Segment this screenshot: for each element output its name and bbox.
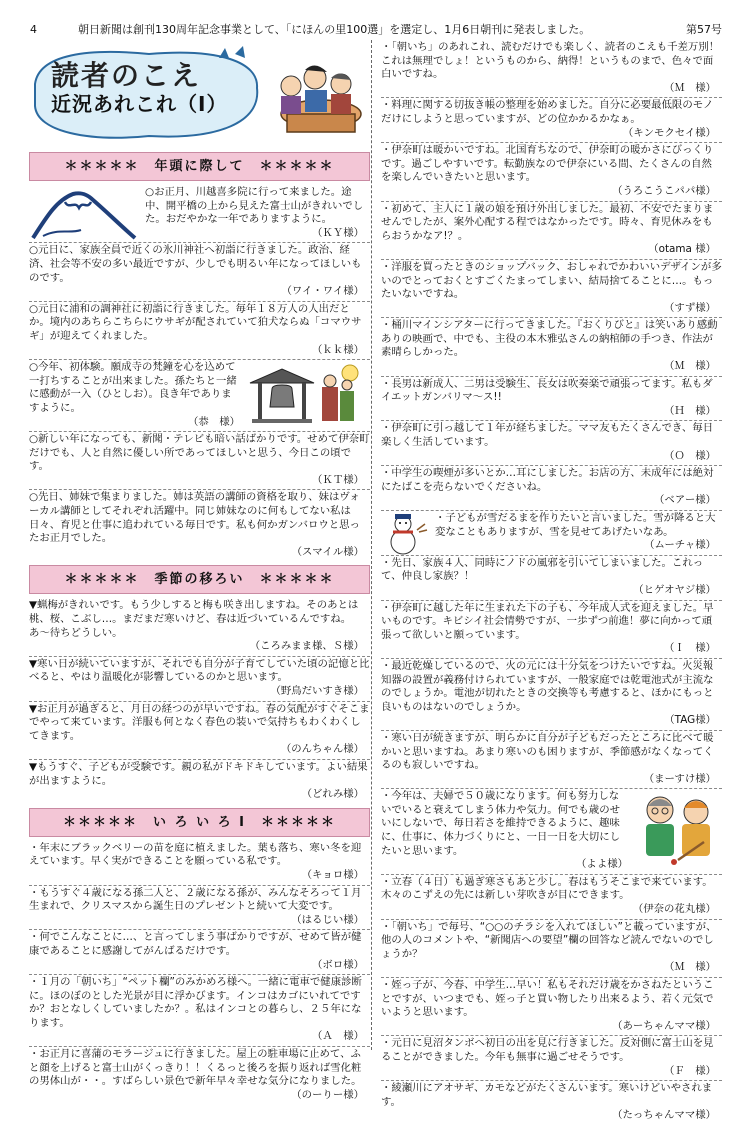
title-line-2: 近況あれこれ（Ⅰ） (51, 92, 228, 116)
item-text: ・立春（４日）も過ぎ寒さもあと少し。春はもうそこまで来ています。木々のこずえの先には新しい芽吹きが目にできます。 (381, 875, 713, 902)
list-item (381, 1036, 722, 1081)
item-text: ○新しい年になっても、新聞・テレビも暗い話ばかりです。せめて伊奈町だけでも、人と自然に優しい所であってほしいと思う、今日この頃です。 (29, 433, 370, 473)
title-block (29, 40, 370, 148)
item-text: ・先日、家族４人、同時にノドの風邪を引いてしまいました。これって、仲良し家族？！ (381, 556, 704, 583)
list-item (29, 657, 370, 702)
item-text: ・伊奈町は暖かいですね。北国育ちなので、伊奈町の暖かさにびっくりです。過ごしやすいです。転勤族なので伊奈にいる間、たくさんの自然を楽しんでいきたいと思います。 (381, 144, 714, 184)
item-signature: （Ｍ 様） (664, 360, 716, 373)
item-signature: （あーちゃんママ様） (612, 1019, 716, 1032)
item-text: ○元日に、家族全員で近くの氷川神社へ初詣に行きました。政治、経済、社会等不安の多い最近ですが、少しでも明るい年になってほしいものです。 (29, 244, 362, 284)
item-signature: （Ｈ 様） (664, 404, 716, 417)
list-item (29, 760, 370, 804)
list-item (381, 202, 722, 260)
item-signature: （キョロ様） (301, 868, 364, 881)
list-item (381, 731, 722, 789)
item-text: ・元日に見沼タンボへ初日の出を見に行きました。反対側に富士山を見ることができました。今年も無事に過ごせそうです。 (381, 1037, 714, 1063)
item-signature: （Ａ 様） (312, 1030, 364, 1043)
list-item (29, 975, 370, 1047)
item-text: ・長男は新成人、二男は受験生、長女は吹奏楽で頑張ってます。私もダイエットガンバリマ〜ス!! (381, 377, 713, 404)
section-various: ＊＊＊＊＊ い ろ い ろ Ⅰ ＊＊＊＊＊ (29, 808, 370, 837)
item-text: ・最近乾燥しているので、火の元には十分気をつけたいですね。火災報知器の設置が義務付けられていますが、一般家庭では乾電池式が主流なのでしょうか。電池が切れたときの交換等も考慮すると、ほかにもっと良いものはないのでしょうか。 (381, 659, 714, 713)
item-signature: （ＫＴ様） (312, 473, 364, 486)
item-signature: （Ｍ 様） (664, 81, 716, 94)
list-item (381, 978, 722, 1036)
item-text: ・１月の「朝いち」“ペット欄”のみかめろ様へ。一緒に電車で健康診断に。ほのぼのとした光景が目に浮かびます。インコはカゴにいれてですか？おとなしくしていましたか？。私はインコとの暮らし、２５年になります。 (29, 976, 362, 1029)
list-item (381, 789, 722, 875)
left-column (29, 40, 370, 1104)
item-signature: （ころみまま様、Ｓ様） (249, 640, 364, 653)
item-signature: （どれみ様） (301, 788, 364, 801)
item-text: ・綾瀬川にアオサギ、カモなどがたくさんいます。寒いけどいやされます。 (381, 1082, 713, 1108)
item-signature: （野鳥だいすき様） (270, 685, 364, 697)
item-signature: （ヒゲオヤジ様） (633, 583, 716, 596)
item-signature: （伊奈の花丸様） (632, 903, 716, 916)
snowman-illustration (381, 512, 429, 556)
page-number: 4 (30, 23, 37, 36)
item-signature: （Ｏ 様） (664, 449, 716, 462)
mount-fuji-illustration (29, 186, 139, 242)
item-signature: （ワイ・ワイ様） (281, 285, 364, 298)
seasons-list (29, 598, 370, 803)
item-text: ・料理に関する切抜き帳の整理を始めました。自分に必要最低限のモノだけにしようと思っていますが、どの位かかるかなぁ。 (381, 99, 714, 125)
item-text: ・姪っ子が、今春、中学生…早い！私もそれだけ歳をかさねたということですが、いつまでも、姪っ子と買い物したり出来るよう、若く元気でいようと思います。 (381, 979, 714, 1019)
item-text: ・洋服を買ったときのショップバック、おしゃれでかわいいデザインが多いのでとっておくとすごくたまってしまい、結局捨てることに…。もったいないですね。 (381, 260, 722, 301)
list-item (29, 886, 370, 931)
item-text: ・子どもが雪だるまを作りたいと言いました。雪が降ると大変なこともありますが、雪を見せてあげたいなあ。 (435, 512, 716, 538)
item-text: ・もうすぐ４歳になる孫二人と、２歳になる孫が、みんなそろって１月生まれで、クリスマスから誕生日のプレゼントと続いて大変です。 (29, 886, 362, 913)
list-item (381, 466, 722, 511)
item-signature: （TAG様） (664, 714, 716, 727)
list-item (29, 360, 370, 432)
list-item (381, 421, 722, 466)
column-divider (371, 40, 372, 1050)
list-item (381, 377, 722, 422)
list-item (381, 920, 722, 978)
list-item (381, 40, 722, 98)
list-item (381, 659, 722, 731)
section-new-year: ＊＊＊＊＊ 年頭に際して ＊＊＊＊＊ (29, 152, 370, 181)
item-signature: （ＫＹ様） (312, 226, 364, 239)
item-text: ・何でこんなことに…、と言ってしまう事ばかりですが、せめて皆が健康であることに感謝してがんばるだけです。 (29, 931, 362, 957)
page-header (30, 22, 722, 38)
item-text: ・桶川マインシアターに行ってきました。『おくりびと』は笑いあり感動ありの映画で、中でも、主役の本木雅弘さんの納棺師の手つき、作法が素晴らしかった。 (381, 319, 718, 359)
item-text: ○先日、姉妹で集まりました。姉は英語の講師の資格を取り、妹はヴォーカル講師としてそれぞれ活躍中。同じ姉妹なのに何もしてない私は日々、育児と仕事に追われている毎日です。私も何かガンバロウと思ったお正月でした。 (29, 491, 360, 545)
various-list (29, 841, 370, 1105)
item-signature: （otama 様） (648, 243, 716, 256)
list-item (381, 143, 722, 201)
list-item (29, 432, 370, 490)
item-signature: （スマイル様） (291, 545, 364, 558)
list-item (29, 841, 370, 886)
item-text: ・寒い日が続きますが、明らかに自分が子どもだったところに比べて暖かいと思いますね。あまり寒いのも困りますが、季節感がなくなってくるのも寂しいですね。 (381, 731, 714, 772)
list-item (381, 98, 722, 143)
item-text: ○お正月、川越喜多院に行って来ました。途中、開平橋の上から見えた富士山がきれいでした。おだやかな一年でありますように。 (145, 186, 364, 226)
list-item (29, 598, 370, 656)
item-text: ▼蝋梅がきれいです。もう少しすると梅も咲き出しますね。そのあとは桃、桜、こぶし…。まだまだ寒いけど、春は近づいているんですね。あ〜待ちどうしい。 (29, 599, 359, 639)
item-signature: （まーすけ様） (643, 772, 716, 785)
item-text: ・伊奈町に越した年に生まれた下の子も、今年成人式を迎えました。早いものです。キビシイ社会情勢ですが、一歩ずつ前進！夢に向かって頑張って欲しいと願っています。 (381, 601, 714, 641)
item-text: ○元日に浦和の調神社に初詣に行きました。毎年１８万人の人出だとか。境内のあちらこちらにウサギが配されていて狛犬ならぬ「コマウサギ」が迎えてくれました。 (29, 302, 362, 342)
item-signature: （うろこうこパパ様） (612, 184, 716, 197)
item-text: ・初めて、主人に１歳の娘を預け外出しました。最初、不安でたまりませんでしたが、案外心配する程ではなかったです。時々、育児休みをもらおうかなア!？。 (381, 202, 714, 242)
item-text: ▼もうすぐ、子どもが受験です。親の私がドキドキしています。よい結果が出ますように。 (29, 760, 368, 787)
item-signature: （のーりー様） (291, 1088, 364, 1101)
elderly-couple-illustration (634, 790, 722, 866)
item-signature: （はるじい様） (291, 913, 364, 926)
item-signature: （ボロ様） (312, 958, 364, 971)
page-title (51, 60, 261, 116)
item-signature: （ベアー様） (653, 494, 716, 507)
list-item (29, 243, 370, 301)
section-seasons: ＊＊＊＊＊ 季節の移ろい ＊＊＊＊＊ (29, 565, 370, 594)
item-signature: （Ｍ 様） (664, 961, 716, 974)
item-signature: （のんちゃん様） (280, 743, 364, 756)
item-signature: （Ｆ 様） (664, 1064, 716, 1077)
list-item (381, 875, 722, 920)
item-text: ○今年、初体験。願成寺の梵鐘を心を込めて一打ちすることが出来ました。孫たちと一緒に感動が一入（ひとしお）。良き年でありますように。 (29, 361, 237, 414)
header-text: 朝日新聞は創刊130周年記念事業として、「にほんの里100選」を選定し、1月6日朝刊に発表しました。 (78, 23, 591, 36)
list-item (29, 1047, 370, 1104)
item-signature: （ｋｋ様） (312, 343, 364, 356)
item-signature: （たっちゃんママ様） (612, 1109, 716, 1122)
list-item (29, 930, 370, 975)
item-signature: （よよ様） (576, 858, 628, 871)
temple-bell-illustration (246, 361, 370, 425)
list-item (381, 1081, 722, 1125)
item-signature: （すず様） (663, 301, 716, 314)
item-text: ・お正月に喜蒲のモラージュに行きました。屋上の駐車場に止めて、ふと顔を上げると富士山がくっきり！！くるっと後ろを振り返れば雪化粧の男体山が・・。すばらしい景色で新年早々幸せな気分になりました。 (29, 1048, 362, 1088)
list-item (29, 702, 370, 760)
list-item (381, 556, 722, 601)
item-text: ・「朝いち」で毎号、“○○のチラシを入れてほしい”と載っていますが、他の人のコメントや、“新聞店への要望”欄の回答など読んでないのでしょうか？ (381, 920, 717, 960)
list-item (29, 185, 370, 243)
item-signature: （恭 様） (188, 415, 240, 428)
right-column (381, 40, 722, 1125)
item-text: ・年末にブラックベリーの苗を庭に植えました。葉も落ち、寒い冬を迎えています。早く実ができることを願っている私です。 (29, 841, 362, 868)
list-item (381, 601, 722, 659)
title-line-1: 読者のこえ (51, 59, 202, 92)
item-text: ・伊奈町に引っ越して１年が経ちました。ママ友もたくさんでき、毎日楽しく生活しています。 (381, 422, 714, 449)
list-item (29, 302, 370, 360)
issue-number: 第57号 (686, 23, 722, 36)
item-text: ▼寒い日が続いていますが、それでも自分が子育てしていた頃の記憶と比べると、やはり温暖化が影響しているのかと思います。 (29, 657, 370, 684)
item-text: ▼お正月が過ぎると、月日の経つのが早いですね。春の気配がすぐそこまでやって来ています。洋服も何となく春色の装いで気持ちもわくわくしてきます。 (29, 702, 370, 742)
item-text: ・今年は、夫婦で５０歳になります。何も努力しないでいると衰えてしまう体力や気力。何でも歳のせいにしないで、毎日若さを維持できるように、趣味に、仕事に、体力づくりにと、一日一日を大切にしたいと思います。 (381, 790, 620, 857)
list-item (381, 511, 722, 556)
list-item (381, 260, 722, 318)
item-text: ・中学生の喫煙が多いとか…耳にしました。お店の方、未成年には絶対にたばこを売らないでくださいね。 (381, 467, 714, 493)
item-signature: （キンモクセイ様） (622, 126, 716, 139)
list-item (381, 318, 722, 376)
list-item (29, 490, 370, 561)
new-year-list (29, 185, 370, 561)
item-text: ・「朝いち」のあれこれ、読むだけでも楽しく、読者のこえも千差万別！これは無理でしょ！というものから、納得！というものまで、色々で面白いですね。 (381, 41, 720, 81)
item-signature: （Ｉ 様） (664, 642, 716, 655)
item-signature: （ムーチャ様） (644, 539, 716, 552)
